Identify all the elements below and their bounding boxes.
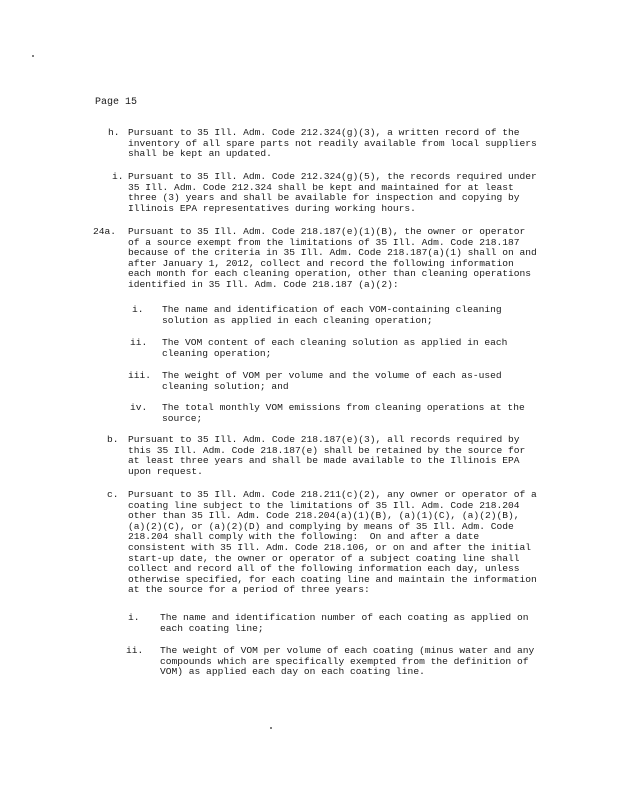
subitem-text: The weight of VOM per volume of each coating (minus water and any compounds which are specifically exempted from the definition of VOM) as applied each day on each coating line. bbox=[160, 645, 535, 678]
subitem-label: iii. bbox=[128, 370, 152, 381]
item-b-text: Pursuant to 35 Ill. Adm. Code 218.187(e)(3), all records required by this 35 Ill. Adm. Code 218.187(e) shall be retained by the source for at least three years and shall be made available to the Illinois EPA upon request. bbox=[128, 434, 526, 477]
subitem-text: The name and identification number of each coating as applied on each coating line; bbox=[160, 612, 529, 634]
subitem-label: i. bbox=[132, 304, 144, 315]
item-c-text: Pursuant to 35 Ill. Adm. Code 218.211(c)(2), any owner or operator of a coating line subject to the limitations of 35 Ill. Adm. Code 218.204 other than 35 Ill. Adm. Code 218.204(a)(1)(B), (a)(1)(C), (a)(2)(B), (a)(2)(C), or (a)(2)(D) and complying by means of 35 Ill. Adm. Code 218.204 shall comply with the following: On and after a date consistent with 35 Ill. Adm. Code 218.106, or on and after the initial start-up date, the owner or operator of a subject coating line shall collect and record all of the following information each day, unless otherwise specified, for each coating line and maintain the information at the source for a period of three years: bbox=[128, 489, 537, 596]
subitem-label: iv. bbox=[130, 402, 148, 413]
item-i-label: i. bbox=[112, 171, 124, 182]
scan-speck bbox=[270, 727, 272, 729]
item-c-label: c. bbox=[107, 489, 119, 500]
subitem-text: The weight of VOM per volume and the volume of each as-used cleaning solution; and bbox=[162, 370, 502, 392]
subitem-label: i. bbox=[128, 612, 140, 623]
item-24a-text: Pursuant to 35 Ill. Adm. Code 218.187(e)(1)(B), the owner or operator of a source exempt from the limitations of 35 Ill. Adm. Code 218.187 because of the criteria in 35 Ill. Adm. Code 218.187(a)(1) shall on and after January 1, 2012, collect and record the following information each month for each cleaning operation, other than cleaning operations identified in 35 Ill. Adm. Code 218.187 (a)(2): bbox=[128, 226, 537, 290]
subitem-text: The name and identification of each VOM-containing cleaning solution as applied in each cleaning operation; bbox=[162, 304, 502, 326]
page-header: Page 15 bbox=[95, 97, 138, 108]
subitem-text: The VOM content of each cleaning solution as applied in each cleaning operation; bbox=[162, 337, 508, 359]
item-24a-label: 24a. bbox=[93, 226, 117, 237]
item-h-text: Pursuant to 35 Ill. Adm. Code 212.324(g)(3), a written record of the inventory of all spare parts not readily available from local suppliers shall be kept an updated. bbox=[128, 127, 537, 160]
scan-speck bbox=[32, 55, 34, 57]
item-h-label: h. bbox=[108, 127, 120, 138]
subitem-text: The total monthly VOM emissions from cleaning operations at the source; bbox=[162, 402, 525, 424]
subitem-label: ii. bbox=[126, 645, 144, 656]
item-b-label: b. bbox=[107, 434, 119, 445]
item-i-text: Pursuant to 35 Ill. Adm. Code 212.324(g)(5), the records required under 35 Ill. Adm. Code 212.324 shall be kept and maintained for at least three (3) years and shall be available for inspection and copying by Illinois EPA representatives during working hours. bbox=[128, 171, 537, 214]
subitem-label: ii. bbox=[130, 337, 148, 348]
